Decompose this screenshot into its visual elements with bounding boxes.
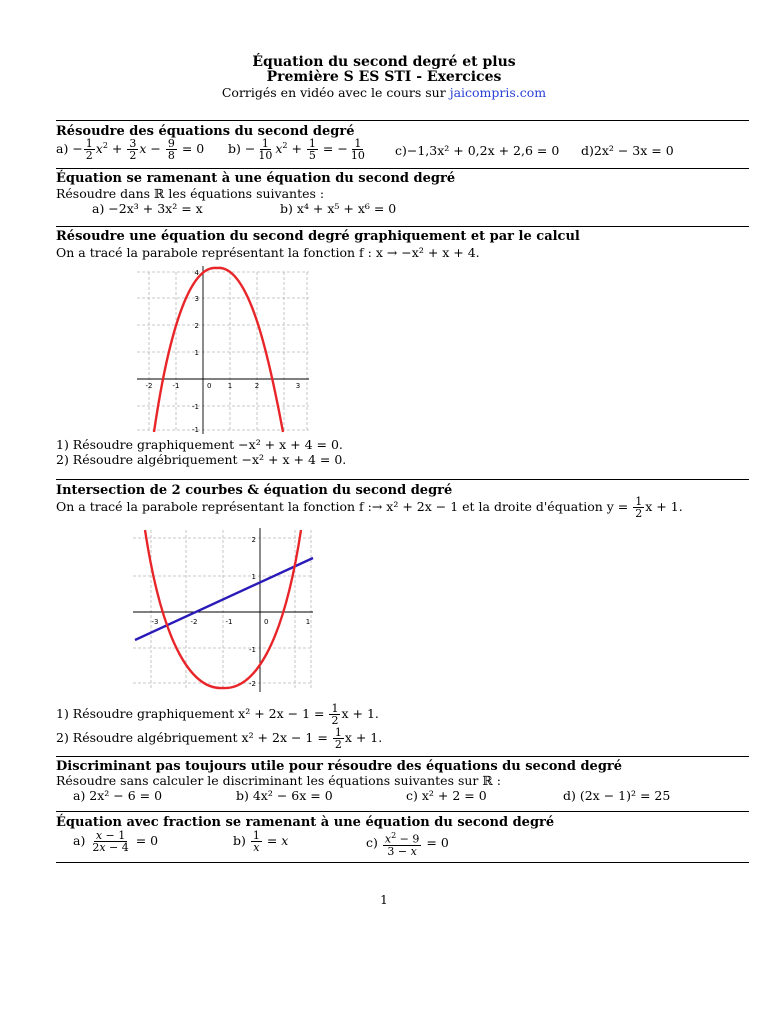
y-tick: -2 — [249, 680, 256, 688]
parabola-curve — [145, 530, 301, 688]
x-tick: -2 — [190, 618, 198, 626]
section-title: Intersection de 2 courbes & équation du second degré — [56, 483, 453, 498]
corriges-line — [0, 85, 768, 100]
section-title: Discriminant pas toujours utile pour résoudre des équations du second degré — [56, 759, 623, 774]
question-1: 1) Résoudre graphiquement x² + 2x − 1 = $\frac{1}{2}$ x + 1. — [56, 702, 379, 727]
equation-b: b) − $\frac{1}{10}$ $x^2$ + $\frac{1}{5}$ = − $\frac{1}{10}$ — [228, 137, 365, 162]
equation-d: d)2x² − 3x = 0 — [581, 143, 674, 158]
y-tick: -1 — [192, 403, 199, 411]
y-tick: 1 — [251, 573, 256, 581]
equation-b: b) 4x² − 6x = 0 — [236, 788, 333, 803]
question-2: 2) Résoudre algébriquement −x² + x + 4 = 0. — [56, 452, 347, 467]
equation-a: a) 2x² − 6 = 0 — [73, 788, 163, 803]
x-tick: -2 — [145, 382, 153, 390]
equation-c: c) $\frac{x^2 - 9}{3 - x}$ = 0 — [366, 831, 449, 858]
section-intro: On a tracé la parabole représentant la fonction f : x → −x² + x + 4. — [56, 245, 480, 260]
intersection-graph — [133, 528, 315, 692]
parabola-curve — [154, 268, 283, 432]
y-tick: 1 — [194, 349, 199, 357]
rule — [56, 862, 749, 863]
section-title: Résoudre une équation du second degré graphiquement et par le calcul — [56, 229, 580, 244]
doc-title: Équation du second degré et plus — [252, 54, 516, 70]
equation-b: b) $\frac{1}{x}$ = x — [233, 829, 289, 854]
equation-c: c)−1,3x² + 0,2x + 2,6 = 0 — [395, 143, 560, 158]
equation-c: c) x² + 2 = 0 — [406, 788, 487, 803]
equation-a: a) $\frac{x - 1}{2x - 4}$ = 0 — [73, 829, 159, 854]
corriges-text: Corrigés en vidéo avec le cours sur — [221, 85, 446, 100]
rule — [56, 479, 749, 480]
question-2: 2) Résoudre algébriquement x² + 2x − 1 = $\frac{1}{2}$ x + 1. — [56, 726, 383, 751]
x-tick: 0 — [264, 618, 269, 626]
x-tick: 0 — [207, 382, 212, 390]
y-tick: 2 — [251, 536, 256, 544]
rule — [56, 226, 749, 227]
x-tick: 2 — [254, 382, 260, 390]
equation-a: a) − $\frac{1}{2}$ $x^2$ + $\frac{3}{2}$ x − $\frac{9}{8}$ = 0 — [56, 137, 205, 162]
rule — [56, 756, 749, 757]
section-intro: Résoudre sans calculer le discriminant les équations suivantes sur ℝ : — [56, 773, 501, 788]
x-tick: -1 — [225, 618, 233, 626]
x-tick: 1 — [305, 618, 311, 626]
equation-d: d) (2x − 1)² = 25 — [563, 788, 671, 803]
section-title: Équation avec fraction se ramenant à une équation du second degré — [56, 815, 555, 830]
y-tick: -1 — [249, 646, 256, 654]
equation-b: b) x⁴ + x⁵ + x⁶ = 0 — [280, 201, 397, 216]
equation-a: a) −2x³ + 3x² = x — [92, 201, 203, 216]
rule — [56, 120, 749, 121]
doc-subtitle: Première S ES STI - Exercices — [266, 69, 502, 85]
y-tick: 2 — [194, 322, 199, 330]
y-tick: 4 — [194, 269, 199, 277]
page-number: 1 — [380, 893, 388, 907]
section-intro: Résoudre dans ℝ les équations suivantes : — [56, 186, 325, 201]
site-link[interactable]: jaicompris.com — [449, 85, 547, 100]
section-intro: On a tracé la parabole représentant la fonction f :→ x² + 2x − 1 et la droite d'équation y = $\frac{1}{2}$ x + 1. — [56, 495, 683, 520]
y-tick: 3 — [194, 295, 199, 303]
parabola-graph-1 — [137, 262, 312, 434]
rule — [56, 168, 749, 169]
x-tick: 3 — [295, 382, 301, 390]
x-tick: -3 — [151, 618, 159, 626]
section-title: Résoudre des équations du second degré — [56, 124, 355, 139]
x-tick: 1 — [227, 382, 233, 390]
rule — [56, 811, 749, 812]
section-title: Équation se ramenant à une équation du second degré — [56, 171, 456, 186]
question-1: 1) Résoudre graphiquement −x² + x + 4 = 0. — [56, 437, 343, 452]
x-tick: -1 — [172, 382, 180, 390]
y-tick: -1 — [192, 426, 199, 434]
